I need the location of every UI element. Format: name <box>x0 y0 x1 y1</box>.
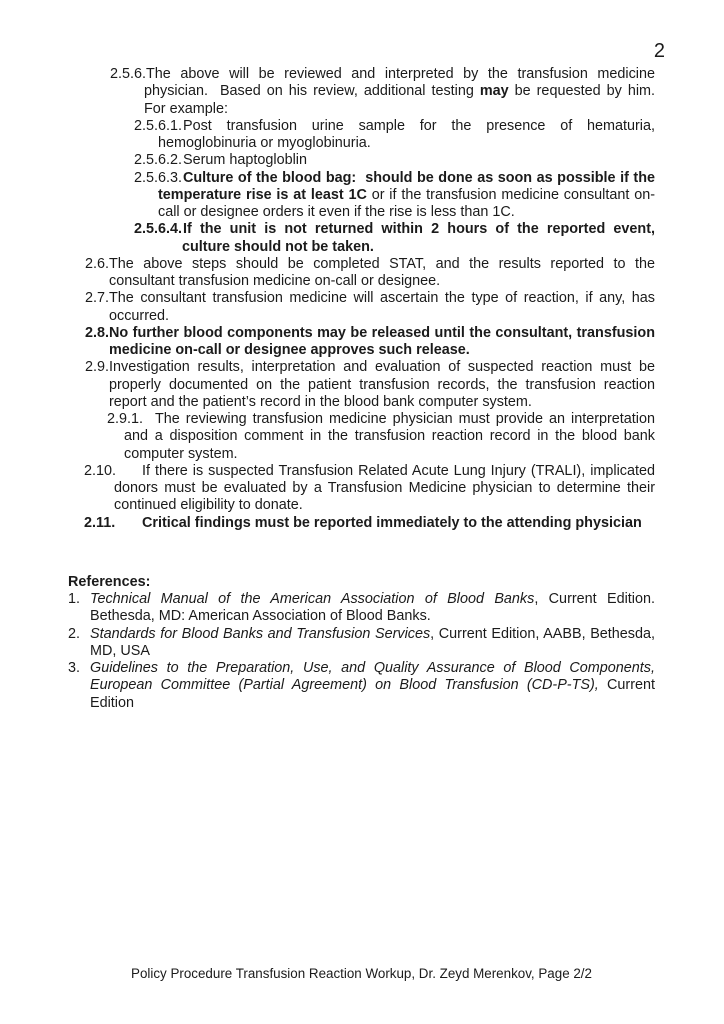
list-item-text: The consultant transfusion medicine will ascertain the type of reaction, if any, has occurred. <box>109 290 655 324</box>
list-item-marker: 2.11. <box>84 514 116 531</box>
list-item <box>68 463 655 515</box>
list-item-text: Technical Manual of the American Association of Blood Banks <box>90 591 535 607</box>
list-item-marker: 2.9. <box>85 359 110 376</box>
list-item <box>68 660 655 712</box>
references-section <box>68 574 655 712</box>
list-item-text: Current Edition <box>90 677 656 711</box>
list-item-text: , Current Edition, AABB, Bethesda, MD, USA <box>90 625 655 659</box>
list-item-text: Critical findings must be reported immediately to the attending physician <box>142 514 642 531</box>
list-item-text: , Current Edition. Bethesda, MD: American Association of Blood Banks. <box>90 591 655 625</box>
list-item-text: If the unit is not returned within 2 hours of the reported event, culture should not be taken. <box>182 221 655 255</box>
list-item-text: may <box>479 83 509 100</box>
list-item <box>68 221 655 256</box>
list-item-text: If there is suspected Transfusion Related Acute Lung Injury (TRALI), implicated donors must be evaluated by a Transfusion Medicine physician to determine their continued eligibility to donate. <box>114 462 655 514</box>
list-item-text: Serum haptogloblin <box>183 152 307 169</box>
procedure-list <box>68 66 655 532</box>
list-item-text: Standards for Blood Banks and Transfusion Services <box>90 625 431 642</box>
list-item <box>68 256 655 291</box>
list-item <box>68 118 655 153</box>
list-item-marker: 2. <box>68 625 81 642</box>
list-item-text: The above will be reviewed and interpreted by the transfusion medicine physician. Based on his review, additional testing <box>144 66 655 100</box>
list-item <box>68 290 655 325</box>
list-item-marker: 2.7. <box>85 290 110 307</box>
list-item-marker: 2.5.6. <box>110 66 147 82</box>
list-item-text: be requested by him. For example: <box>144 83 655 117</box>
list-item-text: The above steps should be completed STAT, and the results reported to the consultant transfusion medicine on-call or designee. <box>109 255 655 289</box>
list-item-marker: 2.5.6.2. <box>134 152 183 169</box>
list-item <box>68 66 655 118</box>
list-item-marker: 3. <box>68 660 81 676</box>
list-item-marker: 2.5.6.1. <box>134 117 183 134</box>
list-item <box>68 515 655 532</box>
list-item-marker: 2.8. <box>85 324 110 341</box>
list-item <box>68 359 655 411</box>
list-item <box>68 411 655 463</box>
document-content <box>68 66 655 712</box>
list-item <box>68 170 655 222</box>
page-footer: Policy Procedure Transfusion Reaction Workup, Dr. Zeyd Merenkov, Page 2/2 <box>131 966 592 981</box>
list-item-text: The reviewing transfusion medicine physician must provide an interpretation and a disposition comment in the transfusion reaction record in the blood bank computer system. <box>124 411 655 462</box>
list-item-marker: 2.5.6.3. <box>134 169 183 186</box>
page-number: 2 <box>653 40 665 62</box>
list-item <box>68 626 655 661</box>
references-list <box>68 591 655 712</box>
references-heading: References: <box>68 573 151 590</box>
list-item-text: Guidelines to the Preparation, Use, and Quality Assurance of Blood Components, European Committee (Partial Agreement) on Blood Transfusion (CD-P-TS), <box>90 660 655 694</box>
list-item-marker: 2.5.6.4. <box>134 221 183 238</box>
list-item-marker: 2.6. <box>85 255 110 272</box>
list-item-marker: 2.9.1. <box>107 411 144 427</box>
list-item-marker: 1. <box>68 591 81 607</box>
list-item-text: or if the transfusion medicine consultant on-call or designee orders it even if the rise is less than 1C. <box>158 186 655 220</box>
list-item-text: Investigation results, interpretation and evaluation of suspected reaction must be properly documented on the patient transfusion records, the transfusion reaction report and the patient’s record in the blood bank computer system. <box>109 359 655 410</box>
list-item-text: No further blood components may be released until the consultant, transfusion medicine on-call or designee approves such release. <box>109 324 655 358</box>
list-item <box>68 152 655 169</box>
list-item-text: Post transfusion urine sample for the presence of hematuria, hemoglobinuria or myoglobinuria. <box>158 117 655 151</box>
list-item-text: Culture of the blood bag: should be done as soon as possible if the temperature rise is at least 1C <box>158 169 655 203</box>
list-item-marker: 2.10. <box>84 462 117 479</box>
list-item <box>68 591 655 626</box>
list-item <box>68 325 655 360</box>
